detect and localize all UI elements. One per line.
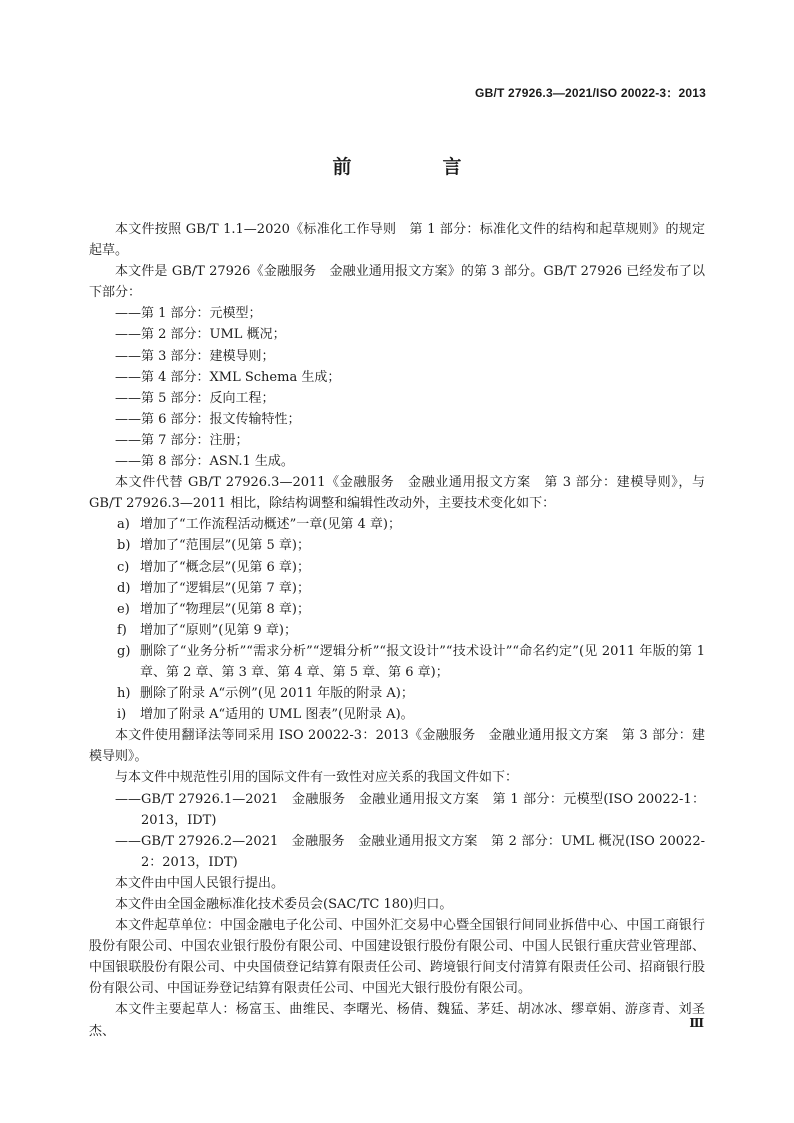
paragraph-series-intro: 本文件是 GB/T 27926《金融服务 金融业通用报文方案》的第 3 部分。GB/T 27926 已经发布了以下部分：: [89, 264, 705, 301]
paragraph-drafters: 本文件主要起草人：杨富玉、曲维民、李曙光、杨倩、魏猛、茅廷、胡冰冰、缪章娟、游彦青、刘圣杰、: [89, 1002, 705, 1039]
list-item: h) 删除了附录 A“示例”(见 2011 年版的附录 A)；: [117, 686, 414, 702]
dash-marker: ——: [115, 348, 141, 364]
list-item: —— 第 6 部分：报文传输特性；: [115, 409, 705, 430]
list-item: —— 第 5 部分：反向工程；: [115, 388, 705, 409]
list-item: d) 增加了“逻辑层”(见第 7 章)；: [117, 580, 310, 596]
paragraph-references-intro: 与本文件中规范性引用的国际文件有一致性对应关系的我国文件如下：: [115, 770, 519, 786]
list-item: —— GB/T 27926.2—2021 金融服务 金融业通用报文方案 第 2 部分：UML 概况(ISO 20022-2：2013，IDT): [115, 831, 705, 873]
dash-marker: ——: [115, 432, 141, 448]
dash-marker: ——: [115, 454, 141, 470]
list-item: e) 增加了“物理层”(见第 8 章)；: [117, 601, 310, 617]
paragraph-proposer: 本文件由中国人民银行提出。: [115, 875, 285, 891]
list-item: —— 第 2 部分：UML 概况；: [115, 324, 705, 345]
dash-marker: ——: [115, 327, 141, 343]
list-item: b) 增加了“范围层”(见第 5 章)；: [117, 538, 310, 554]
list-item: —— GB/T 27926.1—2021 金融服务 金融业通用报文方案 第 1 部分：元模型(ISO 20022-1：2013，IDT): [115, 789, 705, 831]
paragraph-adoption: 本文件使用翻译法等同采用 ISO 20022-3：2013《金融服务 金融业通用报文方案 第 3 部分：建模导则》。: [89, 728, 705, 765]
parts-list: [89, 303, 705, 472]
list-item: c) 增加了“概念层”(见第 6 章)；: [117, 559, 310, 575]
dash-marker: ——: [115, 833, 141, 849]
list-item: f) 增加了“原则”(见第 9 章)；: [117, 622, 297, 638]
references-list: [89, 789, 705, 873]
paragraph-drafting-rules: 本文件按照 GB/T 1.1—2020《标准化工作导则 第 1 部分：标准化文件的结构和起草规则》的规定起草。: [89, 222, 705, 259]
changes-list: [89, 514, 705, 725]
page-title: 前 言: [332, 156, 498, 178]
dash-marker: ——: [115, 390, 141, 406]
paragraph-committee: 本文件由全国金融标准化技术委员会(SAC/TC 180)归口。: [115, 897, 453, 912]
list-item: g) 删除了“业务分析”“需求分析”“逻辑分析”“报文设计”“技术设计”“命名约定”(见 2011 年版的第 1 章、第 2 章、第 3 章、第 4 章、第 5 章、第 6 章)；: [117, 643, 705, 680]
dash-marker: ——: [115, 369, 141, 385]
list-item: —— 第 1 部分：元模型；: [115, 303, 705, 324]
paragraph-drafting-units: 本文件起草单位：中国金融电子化公司、中国外汇交易中心暨全国银行间同业拆借中心、中国工商银行股份有限公司、中国农业银行股份有限公司、中国建设银行股份有限公司、中国人民银行重庆营业管理部、中国银联股份有限公司、中央国债登记结算有限责任公司、跨境银行间支付清算有限责任公司、招商银行股份有限公司、中国证券登记结算有限责任公司、中国光大银行股份有限公司。: [89, 918, 705, 997]
list-item: —— 第 7 部分：注册；: [115, 430, 705, 451]
paragraph-replaces: 本文件代替 GB/T 27926.3—2011《金融服务 金融业通用报文方案 第 3 部分：建模导则》，与 GB/T 27926.3—2011 相比，除结构调整和编辑性改动外，主要技术变化如下：: [89, 475, 705, 512]
dash-marker: ——: [115, 791, 141, 807]
list-item: a) 增加了“工作流程活动概述”一章(见第 4 章)；: [117, 517, 401, 533]
list-item: —— 第 8 部分：ASN.1 生成。: [115, 451, 705, 472]
list-item: —— 第 4 部分：XML Schema 生成；: [115, 367, 705, 388]
dash-marker: ——: [115, 306, 141, 322]
page-number: Ⅲ: [689, 1016, 704, 1030]
dash-marker: ——: [115, 411, 141, 427]
standard-code: GB/T 27926.3—2021/ISO 20022-3：2013: [475, 86, 706, 100]
foreword-body: [89, 219, 705, 1042]
list-item: i) 增加了附录 A“适用的 UML 图表”(见附录 A)。: [117, 707, 414, 723]
list-item: —— 第 3 部分：建模导则；: [115, 346, 705, 367]
